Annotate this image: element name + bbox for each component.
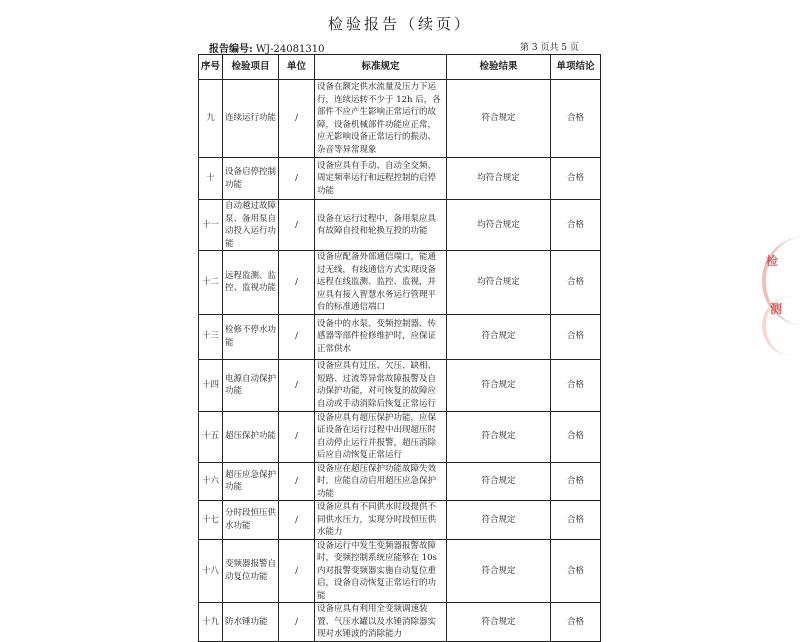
inspection-table	[198, 54, 601, 642]
report-number	[209, 40, 324, 55]
table-row	[199, 501, 601, 540]
row-item: 超压保护功能	[223, 411, 279, 462]
row-conclusion: 合格	[551, 462, 601, 501]
row-standard: 设备应具有手动、自动全交频、周定频率运行和远程控制的启停功能	[315, 158, 447, 200]
row-conclusion: 合格	[551, 314, 601, 359]
table-row	[199, 251, 601, 315]
row-result: 符合规定	[447, 314, 551, 359]
header-result: 检验结果	[447, 55, 551, 80]
header-unit: 单位	[279, 55, 315, 80]
row-conclusion: 合格	[551, 80, 601, 158]
table-header-row	[199, 55, 601, 80]
row-result: 符合规定	[447, 80, 551, 158]
table-row	[199, 158, 601, 200]
report-number-value: WJ-24081310	[255, 44, 325, 55]
row-standard: 设备应具有过压、欠压、缺相、短路、过流等异常故障报警及自动保护功能，对可恢复的故障应自动或手动消除后恢复正常运行	[315, 359, 447, 411]
row-unit: /	[279, 411, 315, 462]
row-item: 连续运行功能	[223, 80, 279, 158]
table-row	[199, 200, 601, 251]
header-item: 检验项目	[223, 55, 279, 80]
table-row	[199, 539, 601, 603]
row-standard: 设备应具有超压保护功能，应保证设备在运行过程中出现超压时自动停止运行并报警，超压消除后应自动恢复正常运行	[315, 411, 447, 462]
row-conclusion: 合格	[551, 158, 601, 200]
row-no: 十三	[199, 314, 223, 359]
row-item: 变频器报警自动复位功能	[223, 539, 279, 603]
row-unit: /	[279, 80, 315, 158]
page-info: 第 3 页共 5 页	[520, 43, 579, 53]
table-row	[199, 462, 601, 501]
row-no: 十五	[199, 411, 223, 462]
row-result: 符合规定	[447, 603, 551, 642]
row-standard: 设备应配备外部通信端口，能通过无线，有线通信方式实现设备远程在线监测、监控、监视，并应具有接入智慧水务运行管理平台的标准通信端口	[315, 251, 447, 315]
row-unit: /	[279, 462, 315, 501]
row-item: 设备启停控制功能	[223, 158, 279, 200]
row-conclusion: 合格	[551, 359, 601, 411]
row-item: 自动越过故障泵、备用泵自动投入运行功能	[223, 200, 279, 251]
row-item: 超压应急保护功能	[223, 462, 279, 501]
seal-stamp-text-2: 测	[770, 302, 783, 316]
row-standard: 设备应在超压保护功能故障失效时，应能自动启用超压应急保护功能	[315, 462, 447, 501]
header-no: 序号	[199, 55, 223, 80]
row-conclusion: 合格	[551, 200, 601, 251]
page-title: 检验报告（续页）	[327, 15, 472, 33]
row-standard: 设备运行中发生变频器报警故障时，变频控制系统应能够在 10s 内对报警变频器实施自动复位重启，设备自动恢复正常运行的功能	[315, 539, 447, 603]
row-unit: /	[279, 200, 315, 251]
row-unit: /	[279, 158, 315, 200]
row-result: 符合规定	[447, 359, 551, 411]
row-no: 十六	[199, 462, 223, 501]
row-unit: /	[279, 501, 315, 540]
row-unit: /	[279, 314, 315, 359]
row-item: 分时段恒压供水功能	[223, 501, 279, 540]
row-standard: 设备在运行过程中，备用泵应具有故障自投和轮换互投的功能	[315, 200, 447, 251]
table-row	[199, 80, 601, 158]
row-standard: 设备中的水泵、变频控制器、传感器等部件检修维护时，应保证正常供水	[315, 314, 447, 359]
row-no: 十二	[199, 251, 223, 315]
row-conclusion: 合格	[551, 603, 601, 642]
row-result: 均符合规定	[447, 251, 551, 315]
row-item: 远程监测、监控、监视功能	[223, 251, 279, 315]
header-standard: 标准规定	[315, 55, 447, 80]
row-no: 十七	[199, 501, 223, 540]
row-unit: /	[279, 251, 315, 315]
row-no: 十九	[199, 603, 223, 642]
row-result: 均符合规定	[447, 158, 551, 200]
row-result: 符合规定	[447, 501, 551, 540]
row-standard: 设备在额定供水流量及压力下运行，连续运转不少于 12h 后，各部件不应产生影响正常运行的故障，设备机械部件功能应正常，应无影响设备正常运行的振动、杂音等异常现象	[315, 80, 447, 158]
table-row	[199, 314, 601, 359]
row-result: 符合规定	[447, 539, 551, 603]
row-item: 防水锤功能	[223, 603, 279, 642]
row-result: 符合规定	[447, 462, 551, 501]
row-conclusion: 合格	[551, 501, 601, 540]
report-number-label: 报告编号:	[209, 44, 253, 55]
seal-stamp-text-1: 检	[766, 254, 779, 268]
row-item: 电源自动保护功能	[223, 359, 279, 411]
table-row	[199, 603, 601, 642]
header-conclusion: 单项结论	[551, 55, 601, 80]
row-conclusion: 合格	[551, 251, 601, 315]
row-item: 检修不停水功能	[223, 314, 279, 359]
row-unit: /	[279, 539, 315, 603]
table-row	[199, 411, 601, 462]
row-unit: /	[279, 359, 315, 411]
row-standard: 设备应具有利用全变频调速装置、气压水罐以及水锤消除器实现对水锤波的消除能力	[315, 603, 447, 642]
row-standard: 设备应具有不同供水时段提供不同供水压力，实现分时段恒压供水能力	[315, 501, 447, 540]
row-no: 十一	[199, 200, 223, 251]
row-conclusion: 合格	[551, 539, 601, 603]
row-conclusion: 合格	[551, 411, 601, 462]
row-result: 均符合规定	[447, 200, 551, 251]
row-unit: /	[279, 603, 315, 642]
row-no: 十四	[199, 359, 223, 411]
row-result: 符合规定	[447, 411, 551, 462]
table-row	[199, 359, 601, 411]
row-no: 九	[199, 80, 223, 158]
row-no: 十	[199, 158, 223, 200]
row-no: 十八	[199, 539, 223, 603]
